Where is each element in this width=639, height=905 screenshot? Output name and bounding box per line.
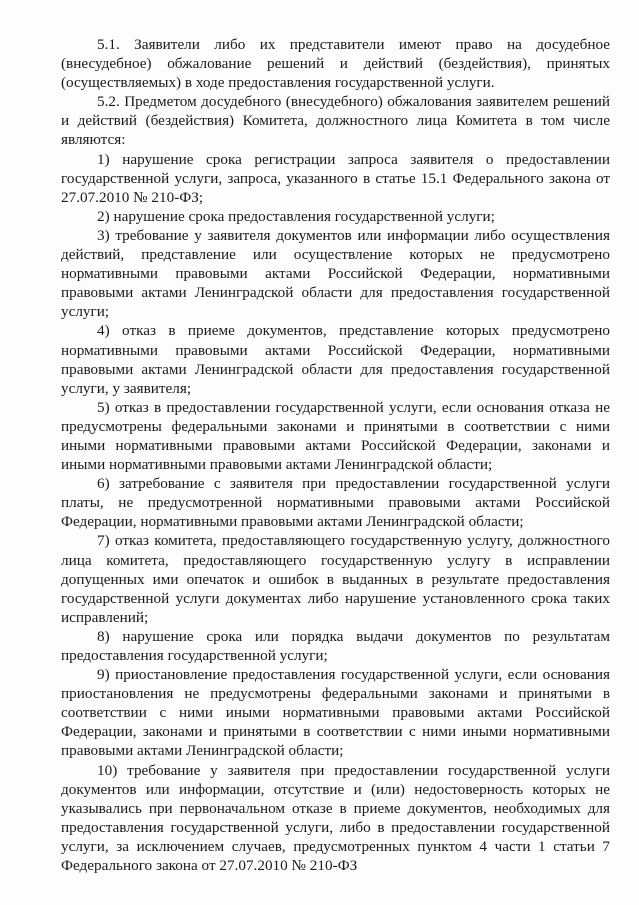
list-item-1: 1) нарушение срока регистрации запроса заявителя о предоставлении государственной услуги, запроса, указанного в статье 15.1 Федерального закона от 27.07.2010 № 210-ФЗ; bbox=[61, 150, 610, 206]
list-item-6: 6) затребование с заявителя при предоставлении государственной услуги платы, не предусмотренной нормативными правовыми актами Российской Федерации, нормативными правовыми актами Ленинградской области; bbox=[61, 475, 610, 531]
list-item-2: 2) нарушение срока предоставления государственной услуги; bbox=[97, 207, 495, 225]
list-item-8: 8) нарушение срока или порядка выдачи документов по результатам предоставления государственной услуги; bbox=[61, 627, 610, 664]
paragraph-5-1: 5.1. Заявители либо их представители имеют право на досудебное (внесудебное) обжалование решений и действий (бездействия), принятых (осуществляемых) в ходе предоставления государственной услуги. bbox=[61, 36, 610, 92]
paragraph-5-2: 5.2. Предметом досудебного (внесудебного) обжалования заявителем решений и действий (бездействия) Комитета, должностного лица Комитета в том числе являются: bbox=[61, 93, 610, 149]
list-item-5: 5) отказ в предоставлении государственной услуги, если основания отказа не предусмотрены федеральными законами и принятыми в соответствии с ними иными нормативными правовыми актами Российской Федерации, законами и иными нормативными правовыми актами Ленинградской области; bbox=[61, 398, 610, 474]
list-item-7: 7) отказ комитета, предоставляющего государственную услугу, должностного лица комитета, предоставляющего государственную услугу в исправлении допущенных ими опечаток и ошибок в выданных в результате предоставления государственной услуги документах либо нарушение установленного срока таких исправлений; bbox=[61, 532, 610, 626]
list-item-9: 9) приостановление предоставления государственной услуги, если основания приостановления не предусмотрены федеральными законами и принятыми в соответствии с ними иными нормативными правовыми актами Российской Федерации, законами и принятыми в соответствии с ними иными нормативными правовыми актами Ленинградской области; bbox=[61, 666, 610, 760]
list-item-3: 3) требование у заявителя документов или информации либо осуществления действий, представление или осуществление которых не предусмотрено нормативными правовыми актами Российской Федерации, нормативными правовыми актами Ленинградской области для предоставления государственной услуги; bbox=[61, 226, 610, 321]
list-item-4: 4) отказ в приеме документов, представление которых предусмотрено нормативными правовыми актами Российской Федерации, нормативными правовыми актами Ленинградской области для предоставления государственной услуги, у заявителя; bbox=[61, 322, 610, 397]
list-item-10: 10) требование у заявителя при предоставлении государственной услуги документов или информации, отсутствие и (или) недостоверность которых не указывались при первоначальном отказе в приеме документов, необходимых для предоставления государственной услуги, либо в предоставлении государственной услуги, за исключением случаев, предусмотренных пунктом 4 части 1 статьи 7 Федерального закона от 27.07.2010 № 210-ФЗ bbox=[61, 761, 610, 875]
